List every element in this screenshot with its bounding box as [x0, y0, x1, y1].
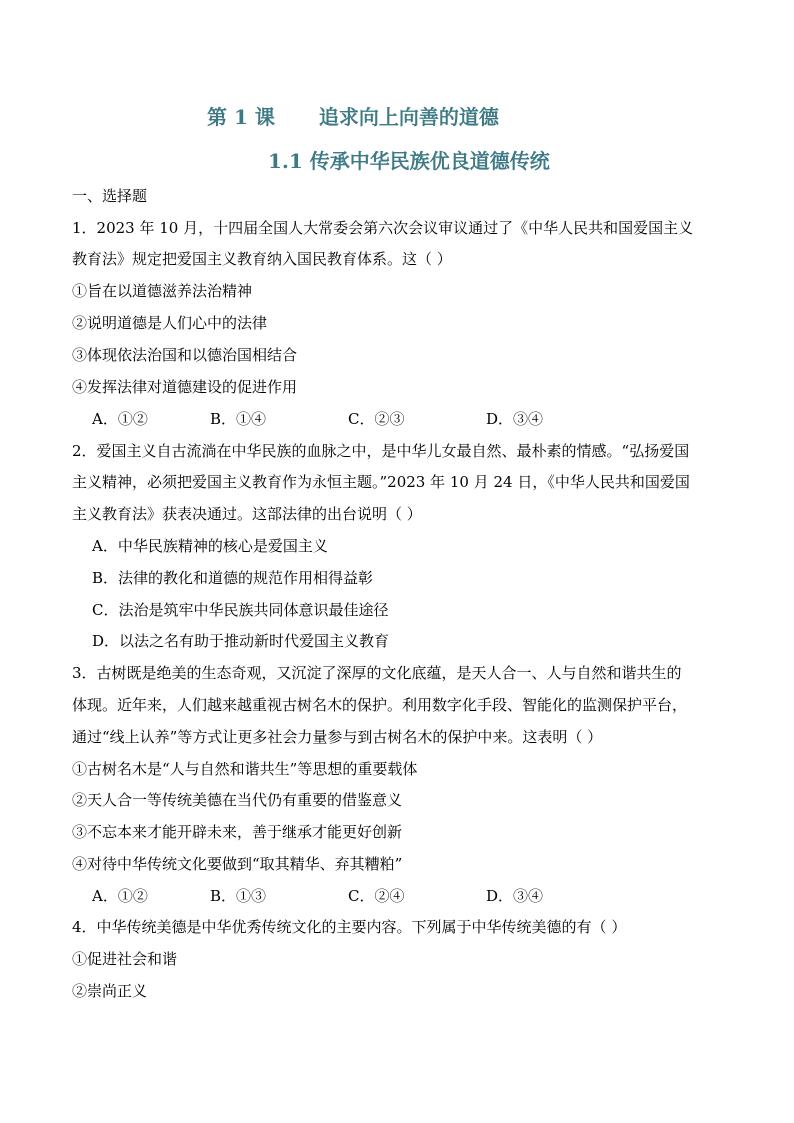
q1-item-4: ④发挥法律对道德建设的促进作用	[72, 378, 298, 396]
q1-option-b: B．①④	[210, 410, 267, 428]
q1-stem-line-2: 教育法》规定把爱国主义教育纳入国民教育体系。这（ ）	[72, 250, 452, 268]
q3-item-2: ②天人合一等传统美德在当代仍有重要的借鉴意义	[72, 791, 403, 809]
q3-option-a: A．①②	[92, 887, 148, 905]
q4-stem-line-1: 4．中华传统美德是中华优秀传统文化的主要内容。下列属于中华传统美德的有（ ）	[72, 918, 627, 936]
q1-item-3: ③体现依法治国和以德治国相结合	[72, 346, 298, 364]
q3-option-c: C．②④	[348, 887, 405, 905]
q2-stem-line-3: 主义教育法》获表决通过。这部法律的出台说明（ ）	[72, 505, 422, 523]
q3-stem-line-2: 体现。近年来，人们越来越重视古树名木的保护。利用数字化手段、智能化的监测保护平台，	[72, 696, 688, 714]
q1-option-c: C．②③	[348, 410, 405, 428]
q3-stem-line-1: 3．古树既是绝美的生态奇观，又沉淀了深厚的文化底蕴，是天人合一、人与自然和谐共生的	[72, 664, 682, 682]
q3-option-d: D．③④	[486, 887, 544, 905]
q4-item-2: ②崇尚正义	[72, 982, 148, 1000]
q1-option-a: A．①②	[92, 410, 148, 428]
q2-option-d: D．以法之名有助于推动新时代爱国主义教育	[92, 632, 390, 650]
q1-item-1: ①旨在以道德滋养法治精神	[72, 282, 253, 300]
q1-option-d: D．③④	[486, 410, 544, 428]
section-heading: 一、选择题	[72, 187, 148, 205]
q1-item-2: ②说明道德是人们心中的法律	[72, 314, 268, 332]
q3-option-b: B．①③	[210, 887, 267, 905]
q2-option-c: C．法治是筑牢中华民族共同体意识最佳途径	[92, 601, 389, 619]
lesson-number: 第 1 课	[207, 105, 275, 129]
q3-item-3: ③不忘本来才能开辟未来，善于继承才能更好创新	[72, 823, 403, 841]
section-title: 1.1 传承中华民族优良道德传统	[268, 149, 550, 173]
q3-stem-line-3: 通过“线上认养”等方式让更多社会力量参与到古树名木的保护中来。这表明（ ）	[72, 728, 603, 746]
q1-stem-line-1: 1．2023 年 10 月，十四届全国人大常委会第六次会议审议通过了《中华人民共和国爱国主义	[72, 219, 694, 237]
q2-stem-line-1: 2．爱国主义自古流淌在中华民族的血脉之中，是中华儿女最自然、最朴素的情感。“弘扬爱国	[72, 442, 690, 460]
q2-option-b: B．法律的教化和道德的规范作用相得益彰	[92, 569, 374, 587]
q2-stem-line-2: 主义精神，必须把爱国主义教育作为永恒主题。”2023 年 10 月 24 日，《中华人民共和国爱国	[72, 473, 690, 491]
q3-item-4: ④对待中华传统文化要做到“取其精华、弃其糟粕”	[72, 855, 403, 873]
lesson-title	[207, 101, 499, 130]
q3-item-1: ①古树名木是“人与自然和谐共生”等思想的重要载体	[72, 760, 418, 778]
q2-option-a: A．中华民族精神的核心是爱国主义	[92, 537, 328, 555]
q4-item-1: ①促进社会和谐	[72, 950, 178, 968]
lesson-subtitle: 追求向上向善的道德	[318, 105, 499, 129]
